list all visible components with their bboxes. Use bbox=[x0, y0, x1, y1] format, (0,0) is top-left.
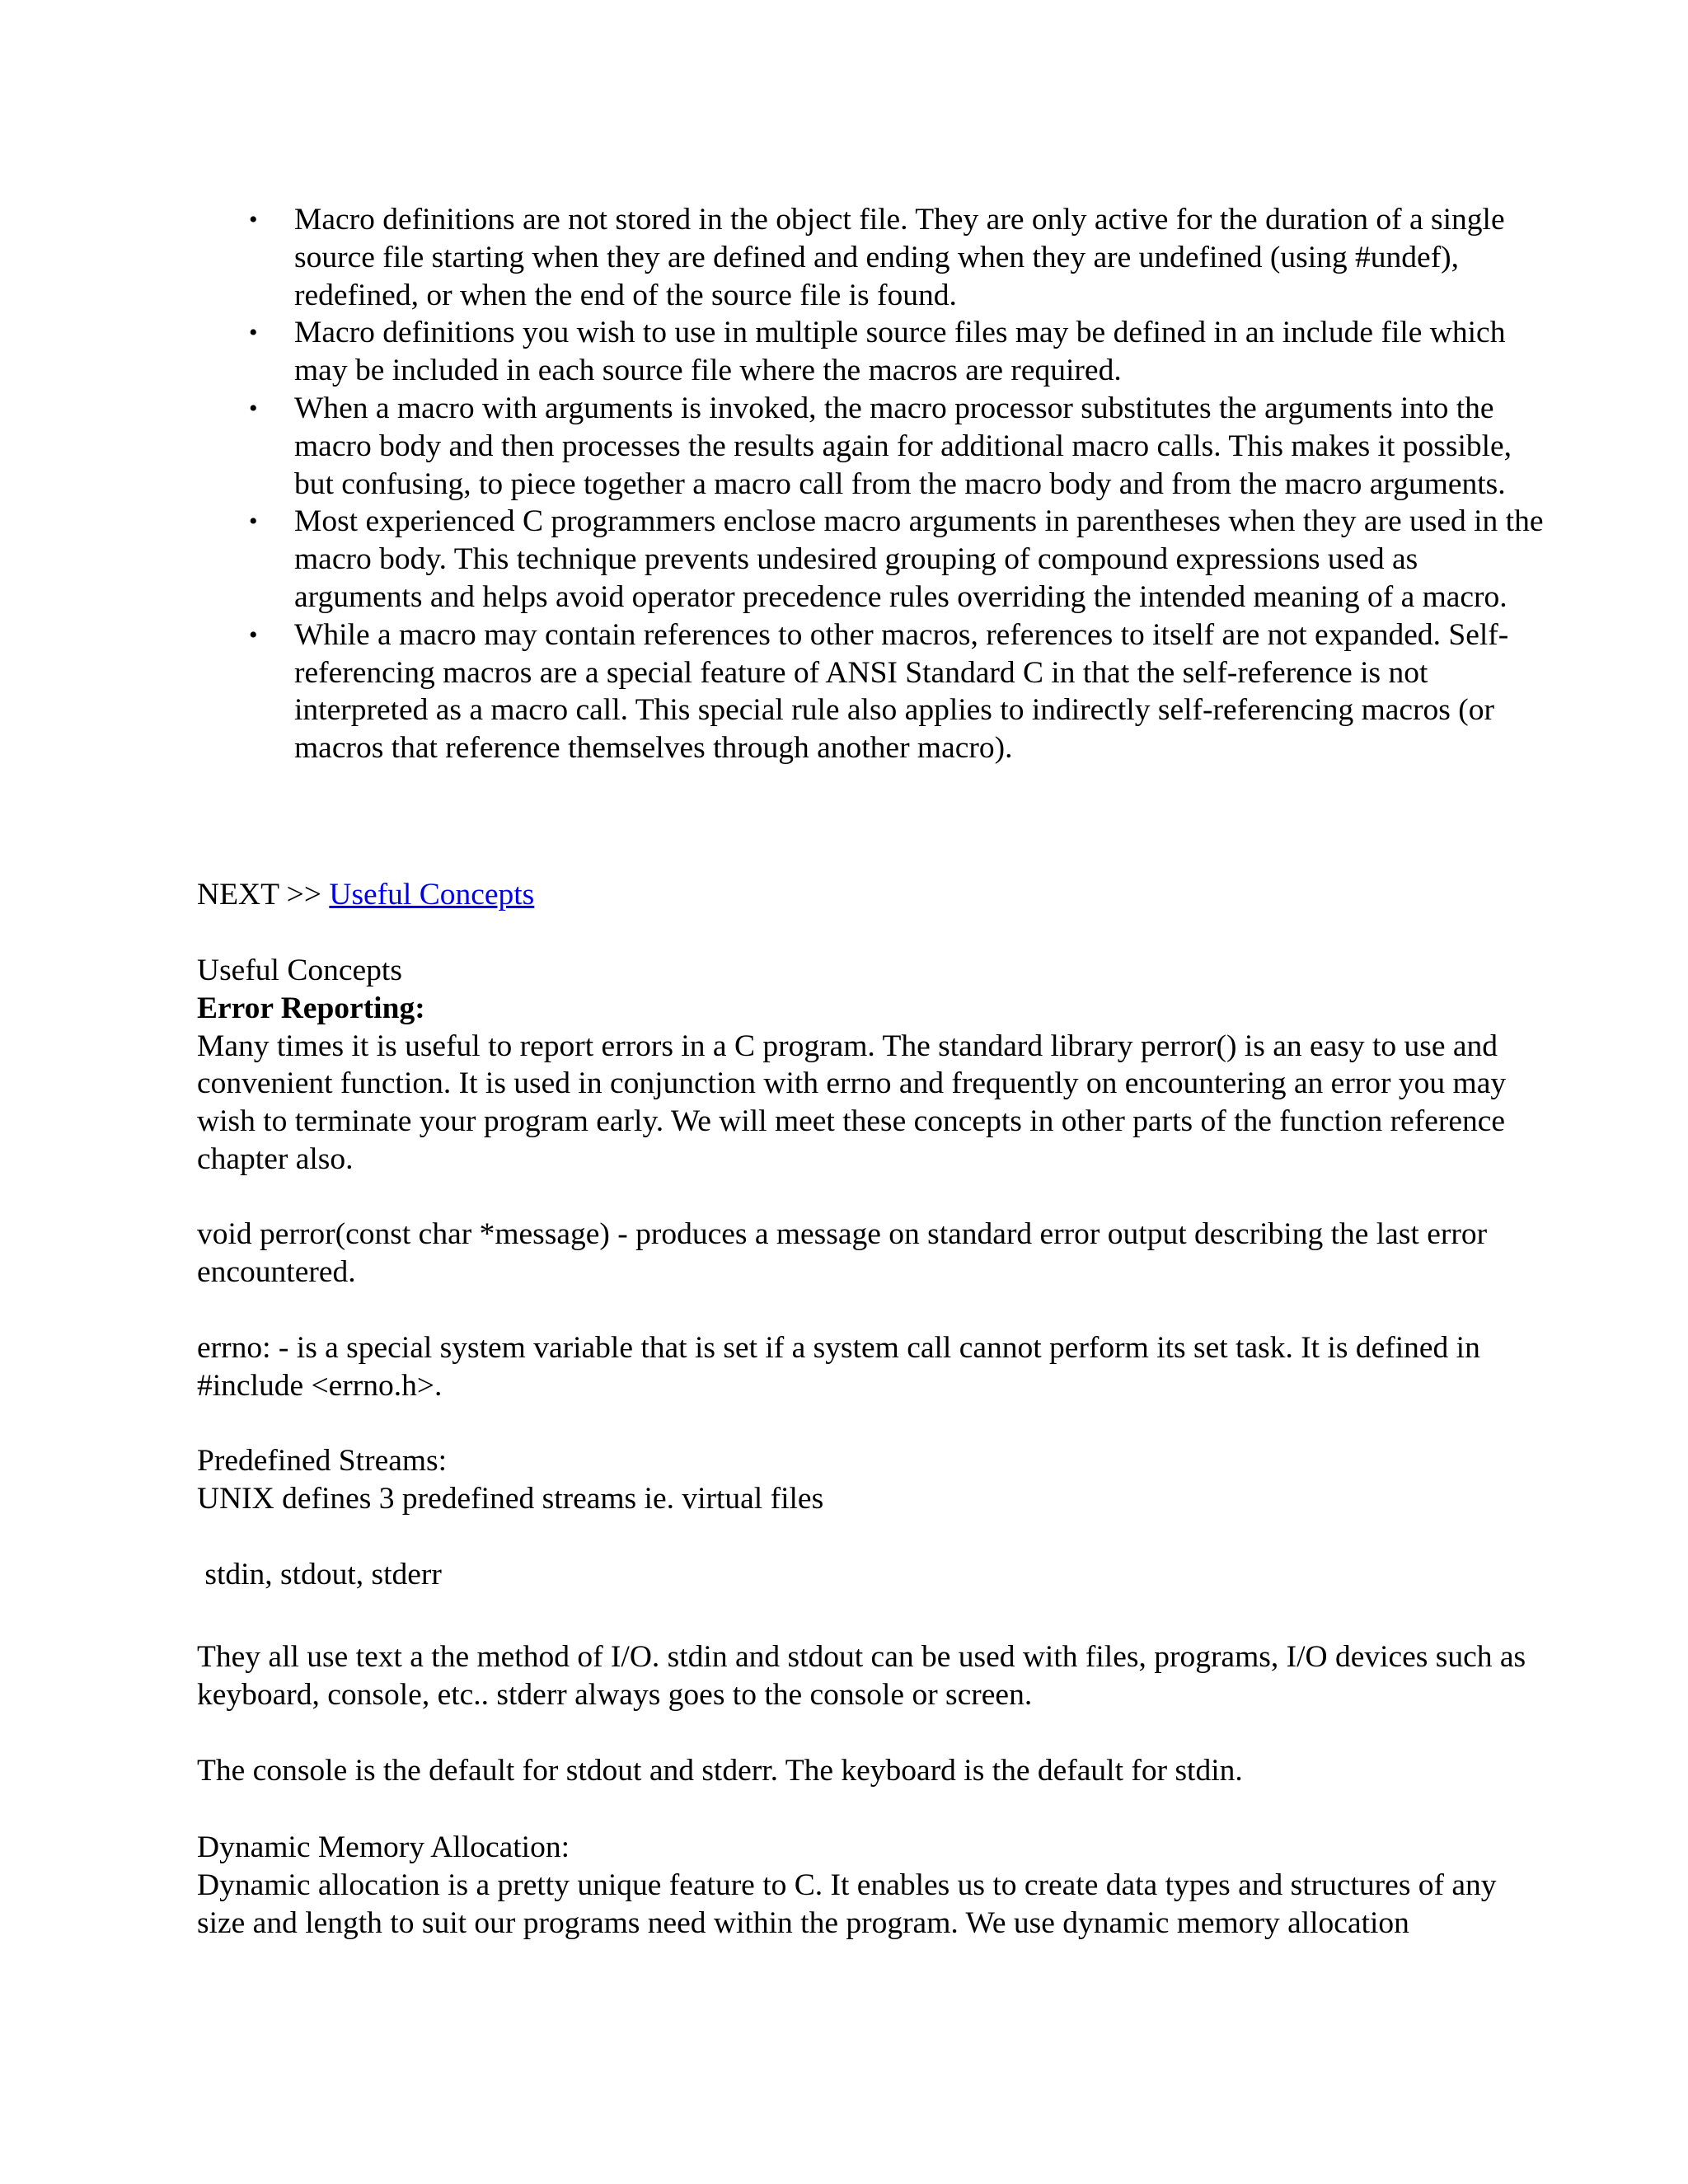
error-reporting-heading: Error Reporting: bbox=[197, 991, 425, 1025]
dma-paragraph: Dynamic allocation is a pretty unique feature to C. It enables us to create data types and structures of any size and length to suit our programs need within the program. We use dynamic memory allocation bbox=[197, 1868, 1497, 1940]
list-item bbox=[249, 616, 1547, 767]
errno-paragraph: errno: - is a special system variable that is set if a system call cannot perform its set task. It is defined in #include <errno.h>. bbox=[197, 1331, 1480, 1403]
list-item-text: Most experienced C programmers enclose macro arguments in parentheses when they are used in the macro body. This technique prevents undesired grouping of compound expressions used as arguments and helps avoid operator precedence rules overriding the intended meaning of a macro. bbox=[294, 504, 1544, 614]
streams-intro: UNIX defines 3 predefined streams ie. virtual files bbox=[197, 1481, 824, 1516]
list-item bbox=[249, 314, 1547, 390]
streams-list: stdin, stdout, stderr bbox=[197, 1558, 442, 1591]
list-item-text: When a macro with arguments is invoked, the macro processor substitutes the arguments into the macro body and then processes the results again for additional macro calls. This makes it possible, but confusing, to piece together a macro call from the macro body and from the macro arguments. bbox=[294, 391, 1512, 501]
list-item-text: Macro definitions are not stored in the object file. They are only active for the duration of a single source file starting when they are defined and ending when they are undefined (using #undef), redefined, or when the end of the source file is found. bbox=[294, 203, 1505, 312]
error-reporting-paragraph: Many times it is useful to report errors in a C program. The standard library perror() is an easy to use and convenient function. It is used in conjunction with errno and frequently on encountering an error you may wish to terminate your program early. We will meet these concepts in other parts of the function reference chapter also. bbox=[197, 1029, 1507, 1176]
predefined-streams-block bbox=[197, 1442, 1549, 1518]
next-link-useful-concepts[interactable]: Useful Concepts bbox=[329, 878, 535, 912]
macro-notes-list bbox=[0, 201, 1688, 767]
perror-paragraph: void perror(const char *message) - produces a message on standard error output describing the last error encountered. bbox=[197, 1217, 1488, 1289]
list-item bbox=[249, 503, 1547, 616]
streams-heading: Predefined Streams: bbox=[197, 1444, 448, 1478]
bullet-icon: • bbox=[249, 319, 258, 347]
console-paragraph: The console is the default for stdout and stderr. The keyboard is the default for stdin. bbox=[197, 1754, 1243, 1788]
next-prefix: NEXT >> bbox=[197, 878, 330, 912]
streams-paragraph: They all use text a the method of I/O. stdin and stdout can be used with files, programs, I/O devices such as keyboard, console, etc.. stderr always goes to the console or screen. bbox=[197, 1640, 1526, 1712]
next-navigation bbox=[197, 876, 1549, 914]
list-item-text: Macro definitions you wish to use in multiple source files may be defined in an include file which may be included in each source file where the macros are required. bbox=[294, 316, 1506, 388]
bullet-icon: • bbox=[249, 508, 258, 536]
bullet-icon: • bbox=[249, 621, 258, 649]
list-item bbox=[249, 390, 1547, 503]
useful-concepts-section bbox=[197, 952, 1549, 1179]
list-item bbox=[249, 201, 1547, 314]
list-item-text: While a macro may contain references to other macros, references to itself are not expanded. Self-referencing macros are a special feature of ANSI Standard C in that the self-reference is not interpreted as a macro call. This special rule also applies to indirectly self-referencing macros (or macros that reference themselves through another macro). bbox=[294, 617, 1509, 766]
bullet-icon: • bbox=[249, 394, 258, 422]
dynamic-memory-block bbox=[197, 1829, 1549, 1942]
section-title: Useful Concepts bbox=[197, 954, 402, 987]
dma-heading: Dynamic Memory Allocation: bbox=[197, 1830, 570, 1864]
bullet-icon: • bbox=[249, 206, 258, 233]
